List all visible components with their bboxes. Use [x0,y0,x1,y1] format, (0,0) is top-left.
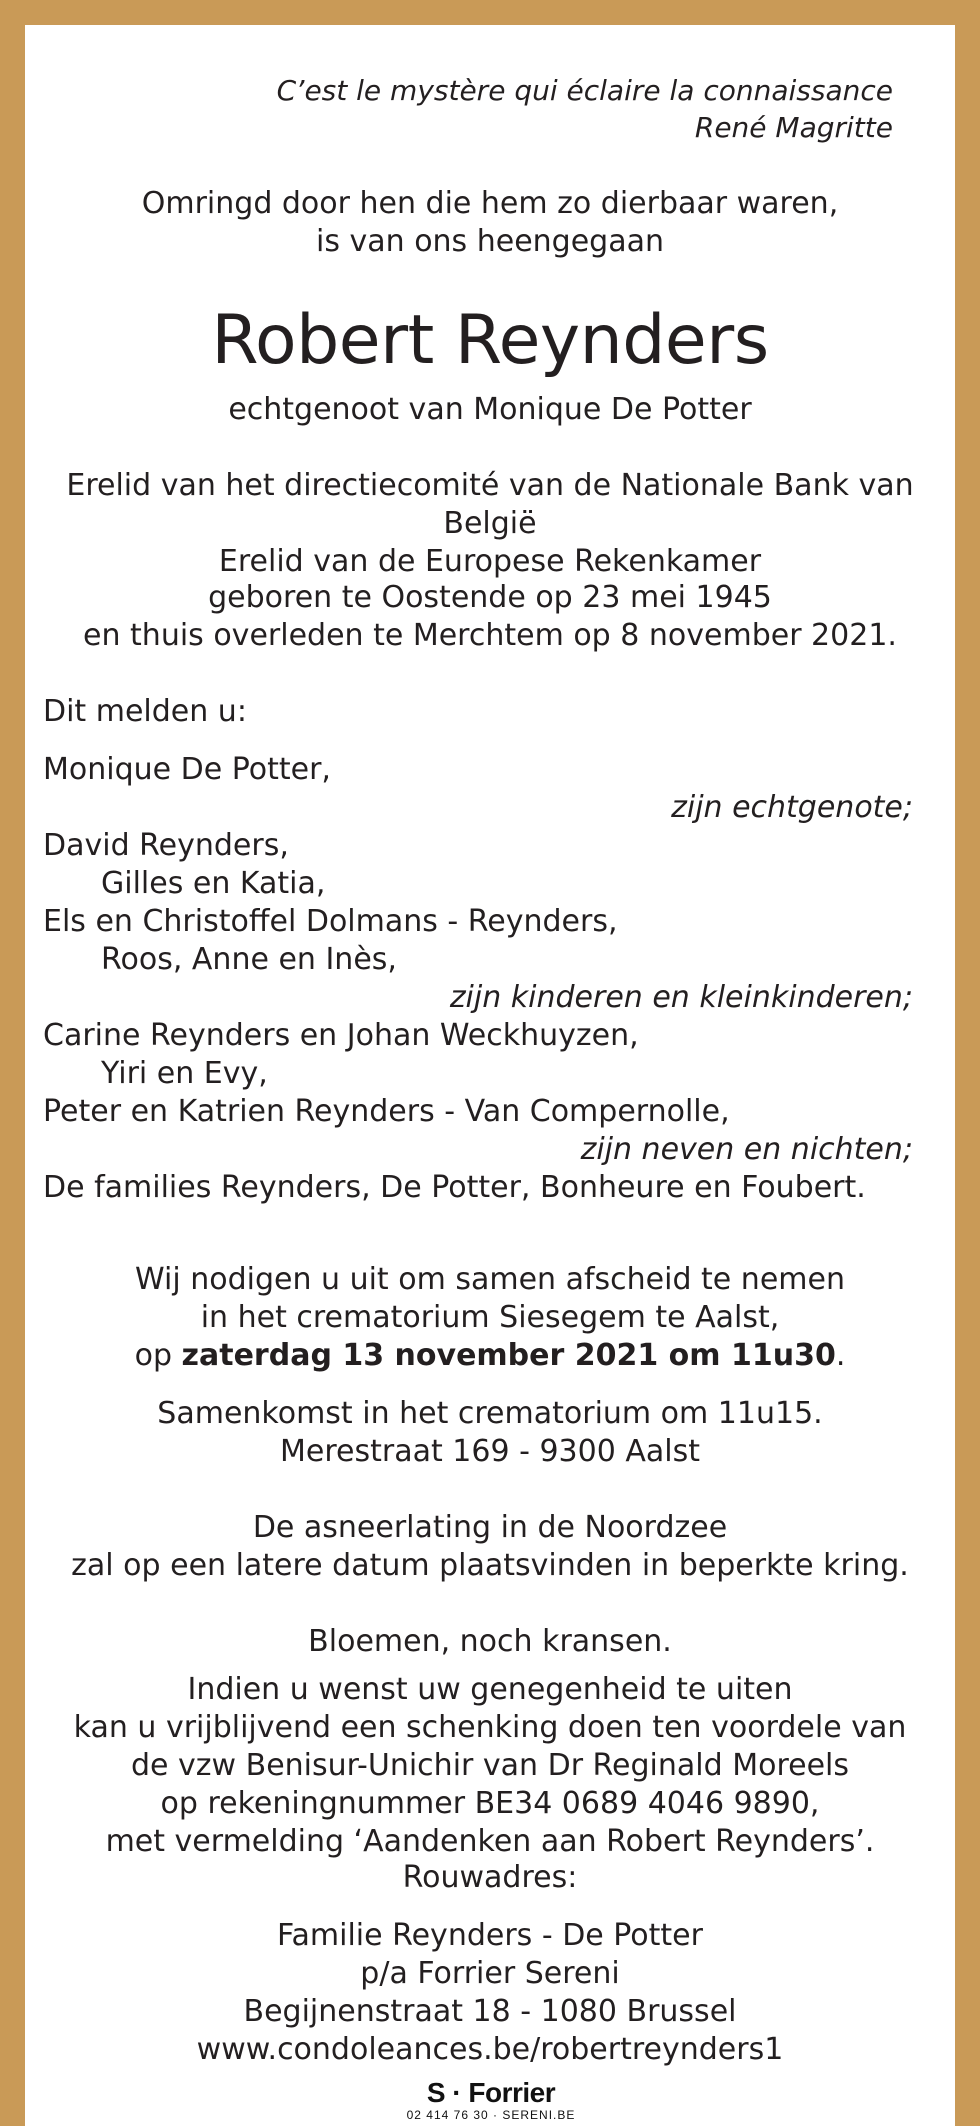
family-grandchildren: Yiri en Evy, [101,1056,268,1091]
intro-block [25,185,955,261]
condolence-website: www.condoleances.be/robertreynders1 [196,2032,784,2067]
quote-block [277,72,893,146]
quote-text: C’est le mystère qui éclaire la connaissance [276,74,893,107]
family-grandchildren: Roos, Anne en Inès, [101,942,397,977]
funeral-home-logo [316,2070,666,2126]
address-block [25,1917,955,2069]
invitation-prefix: op [134,1338,182,1373]
donation-line: met vermelding ‘Aandenken aan Robert Reynders’. [105,1824,875,1859]
donation-line: de vzw Benisur-Unichir van Dr Reginald Moreels [131,1748,849,1783]
logo-brand: S · Forrier [426,2077,556,2108]
intro-line: is van ons heengegaan [316,224,664,259]
family-spouse: Monique De Potter, [43,752,331,787]
death-line: en thuis overleden te Merchtem op 8 november 2021. [83,618,897,653]
donation-line: Indien u wenst uw genegenheid te uiten [187,1672,793,1707]
gathering-block [25,1395,955,1471]
quote-author: René Magritte [694,111,893,144]
title-line: Erelid van het directiecomité van de Nationale Bank van België [66,468,914,541]
invitation-line: in het crematorium Siesegem te Aalst, [200,1300,780,1335]
ashes-line: De asneerlating in de Noordzee [252,1510,728,1545]
gathering-address: Merestraat 169 - 9300 Aalst [280,1434,700,1469]
family-role: zijn kinderen en kleinkinderen; [449,980,913,1015]
ashes-block [25,1509,955,1585]
invitation-line: Wij nodigen u uit om samen afscheid te nemen [135,1262,845,1297]
family-member: Carine Reynders en Johan Weckhuyzen, [43,1018,639,1053]
donation-block [25,1671,955,1861]
family-role: zijn neven en nichten; [580,1132,913,1167]
logo-contact: 02 414 76 30 · SERENI.BE [406,2108,576,2122]
flowers-line: Bloemen, noch kransen. [308,1624,672,1659]
family-families: De families Reynders, De Potter, Bonheure en Foubert. [43,1170,866,1205]
spouse-line: echtgenoot van Monique De Potter [228,392,752,427]
ceremony-date: zaterdag 13 november 2021 om 11u30 [181,1338,836,1373]
family-member: David Reynders, [43,828,289,863]
address-line: Begijnenstraat 18 - 1080 Brussel [243,1994,737,2029]
family-member: Peter en Katrien Reynders - Van Compernolle, [43,1094,730,1129]
title-line: Erelid van de Europese Rekenkamer [218,544,762,579]
deceased-name: Robert Reynders [211,301,769,380]
family-role: zijn echtgenote; [671,790,913,825]
gathering-line: Samenkomst in het crematorium om 11u15. [157,1396,823,1431]
titles-block [25,467,955,581]
ashes-line: zal op een latere datum plaatsvinden in beperkte kring. [71,1548,909,1583]
announcers-heading: Dit melden u: [43,694,247,729]
invitation-date-line [25,1337,955,1375]
birth-line: geboren te Oostende op 23 mei 1945 [208,580,772,615]
invitation-suffix: . [835,1338,846,1373]
invitation-block [25,1261,955,1375]
donation-line: kan u vrijblijvend een schenking doen ten voordele van [73,1710,907,1745]
address-line: Familie Reynders - De Potter [277,1918,703,1953]
intro-line: Omringd door hen die hem zo dierbaar waren, [141,186,839,221]
family-member: Els en Christoffel Dolmans - Reynders, [43,904,618,939]
family-list [43,751,913,1207]
donation-line: op rekeningnummer BE34 0689 4046 9890, [160,1786,820,1821]
dates-block [25,579,955,655]
address-line: p/a Forrier Sereni [360,1956,620,1991]
address-heading: Rouwadres: [402,1860,578,1895]
family-grandchildren: Gilles en Katia, [101,866,326,901]
